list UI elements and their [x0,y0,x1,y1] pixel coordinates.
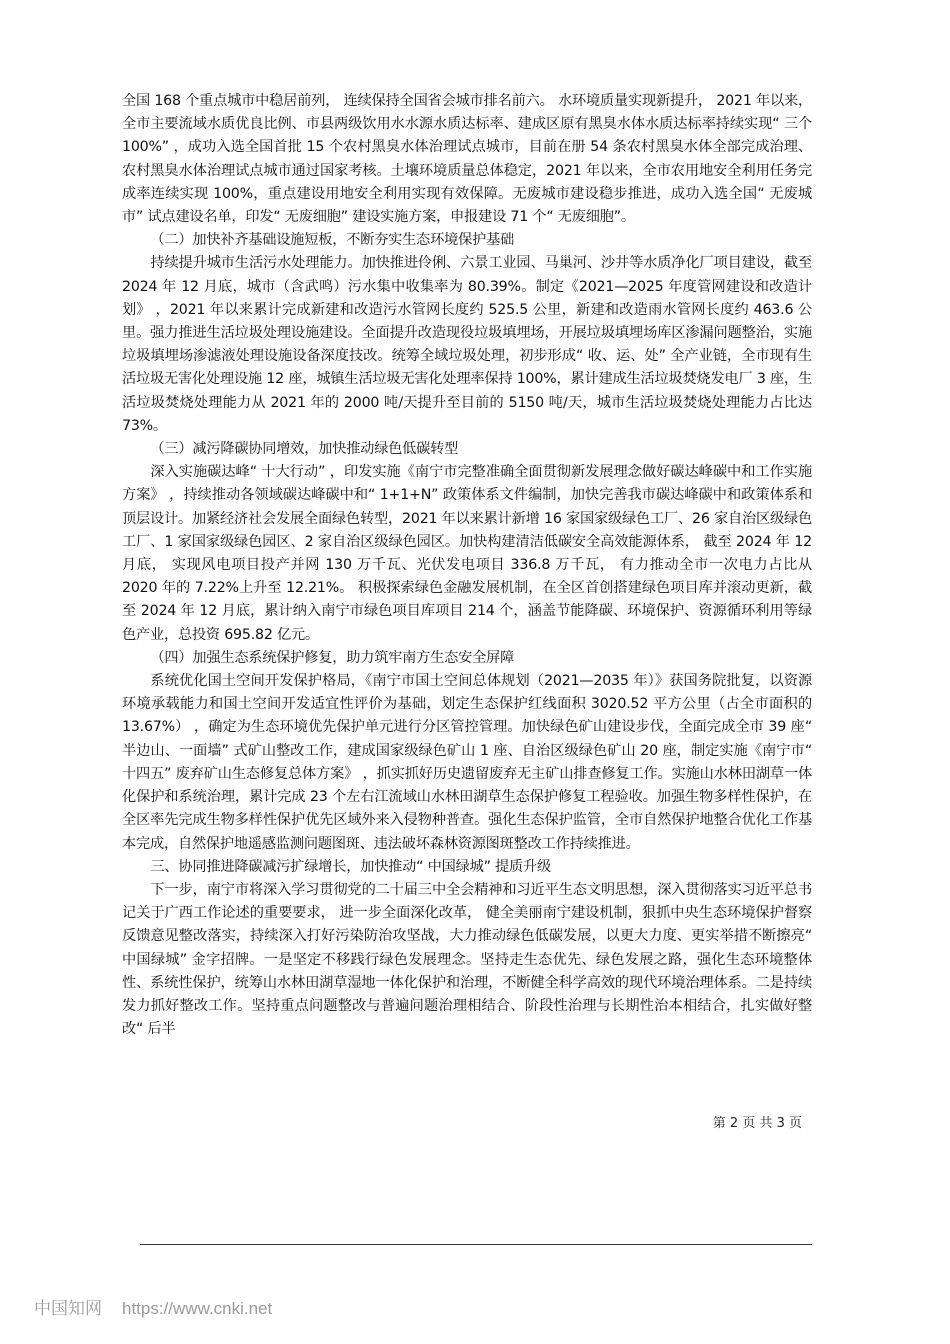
watermark-url: https://www.cnki.net [122,1299,273,1318]
section-heading-next-steps: 三、协同推进降碳减污扩绿增长，加快推动“ 中国绿城” 提质升级 [150,858,551,875]
watermark-brand: 中国知网 [34,1299,102,1318]
body-text [122,90,812,1041]
paragraph-next-steps: 下一步，南宁市将深入学习贯彻党的二十届三中全会精神和习近平生态文明思想，深入贯彻落实习近平总书记关于广西工作论述的重要要求， 进一步全面深化改革， 健全美丽南宁建设机制，狠抓中央生态环境保护督察反馈意见整改落实，持续深入打好污染防治攻坚战，大力推动绿色低碳发展，以更大力度、更实举措不断擦亮“ 中国绿城” 金字招牌。一是坚定不移践行绿色发展理念。坚持走生态优先、绿色发展之路，强化生态环境整体性、系统性保护，统筹山水林田湖草湿地一体化保护和治理，不断健全科学高效的现代环境治理体系。二是持续发力抓好整改工作。坚持重点问题整改与普遍问题治理相结合、阶段性治理与长期性治本相结合，扎实做好整改“ 后半 [122,881,812,1038]
page-number: 第 2 页 共 3 页 [712,1116,802,1131]
paragraph-sewage-garbage: 持续提升城市生活污水处理能力。加快推进伶俐、六景工业园、马巢河、沙井等水质净化厂项目建设，截至 2024 年 12 月底，城市（含武鸣）污水集中收集率为 80.39%。制定《2021—2025 年度管网建设和改造计划》 ，2021 年以来累计完成新建和改造污水管网长度约 525.5 公里，新建和改造雨水管网长度约 463.6 公里。强力推进生活垃圾处理设施建设。全面提升改造现役垃圾填埋场，开展垃圾填埋场库区渗漏问题整治，实施垃圾填埋场渗滤液处理设施设备深度技改。统筹全域垃圾处理，初步形成“ 收、运、处” 全产业链，全市现有生活垃圾无害化处理设施 12 座，城镇生活垃圾无害化处理率保持 100%，累计建成生活垃圾焚烧发电厂 3 座，生活垃圾焚烧处理能力从 2021 年的 2000 吨/天提升至目前的 5150 吨/天，城市生活垃圾焚烧处理能力占比达 73%。 [122,255,812,434]
paragraph-environment-quality: 全国 168 个重点城市中稳居前列， 连续保持全国省会城市排名前六。 水环境质量实现新提升， 2021 年以来，全市主要流域水质优良比例、市县两级饮用水水源水质达标率、建成区原有黑臭水体水质达标率持续实现“ 三个 100%” ，成功入选全国首批 15 个农村黑臭水体治理试点城市，目前在册 54 条农村黑臭水体全部完成治理、农村黑臭水体治理试点城市通过国家考核。土壤环境质量总体稳定，2021 年以来，全市农用地安全利用任务完成率连续实现 100%，重点建设用地安全利用实现有效保障。无废城市建设稳步推进，成功入选全国“ 无废城市” 试点建设名单，印发“ 无废细胞” 建设实施方案，申报建设 71 个“ 无废细胞”。 [122,93,812,226]
section-heading-carbon: （三）减污降碳协同增效，加快推动绿色低碳转型 [150,441,459,458]
paragraph-carbon-peak: 深入实施碳达峰“ 十大行动” ，印发实施《南宁市完整准确全面贯彻新发展理念做好碳达峰碳中和工作实施方案》 ，持续推动各领域碳达峰碳中和“ 1+1+N” 政策体系文件编制，加快完善我市碳达峰碳中和政策体系和顶层设计。加紧经济社会发展全面绿色转型，2021 年以来累计新增 16 家国家级绿色工厂、26 家自治区级绿色工厂、1 家国家级绿色园区、2 家自治区级绿色园区。加快构建清洁低碳安全高效能源体系， 截至 2024 年 12 月底， 实现风电项目投产并网 130 万千瓦、光伏发电项目 336.8 万千瓦， 有力推动全市一次电力占比从 2020 年的 7.22%上升至 12.21%。 积极探索绿色金融发展机制，在全区首创搭建绿色项目库并滚动更新，截至 2024 年 12 月底，累计纳入南宁市绿色项目库项目 214 个，涵盖节能降碳、环境保护、资源循环利用等绿色产业，总投资 695.82 亿元。 [122,464,812,643]
section-heading-ecosystem: （四）加强生态系统保护修复，助力筑牢南方生态安全屏障 [150,649,515,666]
watermark [34,1294,272,1319]
section-heading-infrastructure: （二）加快补齐基础设施短板，不断夯实生态环境保护基础 [150,232,515,249]
paragraph-ecosystem-protection: 系统优化国土空间开发保护格局，《南宁市国土空间总体规划（2021—2035 年）》获国务院批复，以资源环境承载能力和国土空间开发适宜性评价为基础，划定生态保护红线面积 3020.52 平方公里（占全市面积的 13.67%） ，确定为生态环境优先保护单元进行分区管控管理。加快绿色矿山建设步伐，全面完成全市 39 座“ 半边山、一面墙” 式矿山整改工作，建成国家级绿色矿山 1 座、自治区级绿色矿山 20 座，制定实施《南宁市“ 十四五” 废弃矿山生态修复总体方案》 ，抓实抓好历史遗留废弃无主矿山排查修复工作。实施山水林田湖草一体化保护和系统治理，累计完成 23 个左右江流域山水林田湖草生态保护修复工程验收。加强生物多样性保护，在全区率先完成生物多样性保护优先区域外来入侵物种普查。强化生态保护监管，全市自然保护地整合优化工作基本完成，自然保护地遥感监测问题图斑、违法破坏森林资源图斑整改工作持续推进。 [122,673,812,852]
footer-divider [140,1244,812,1245]
